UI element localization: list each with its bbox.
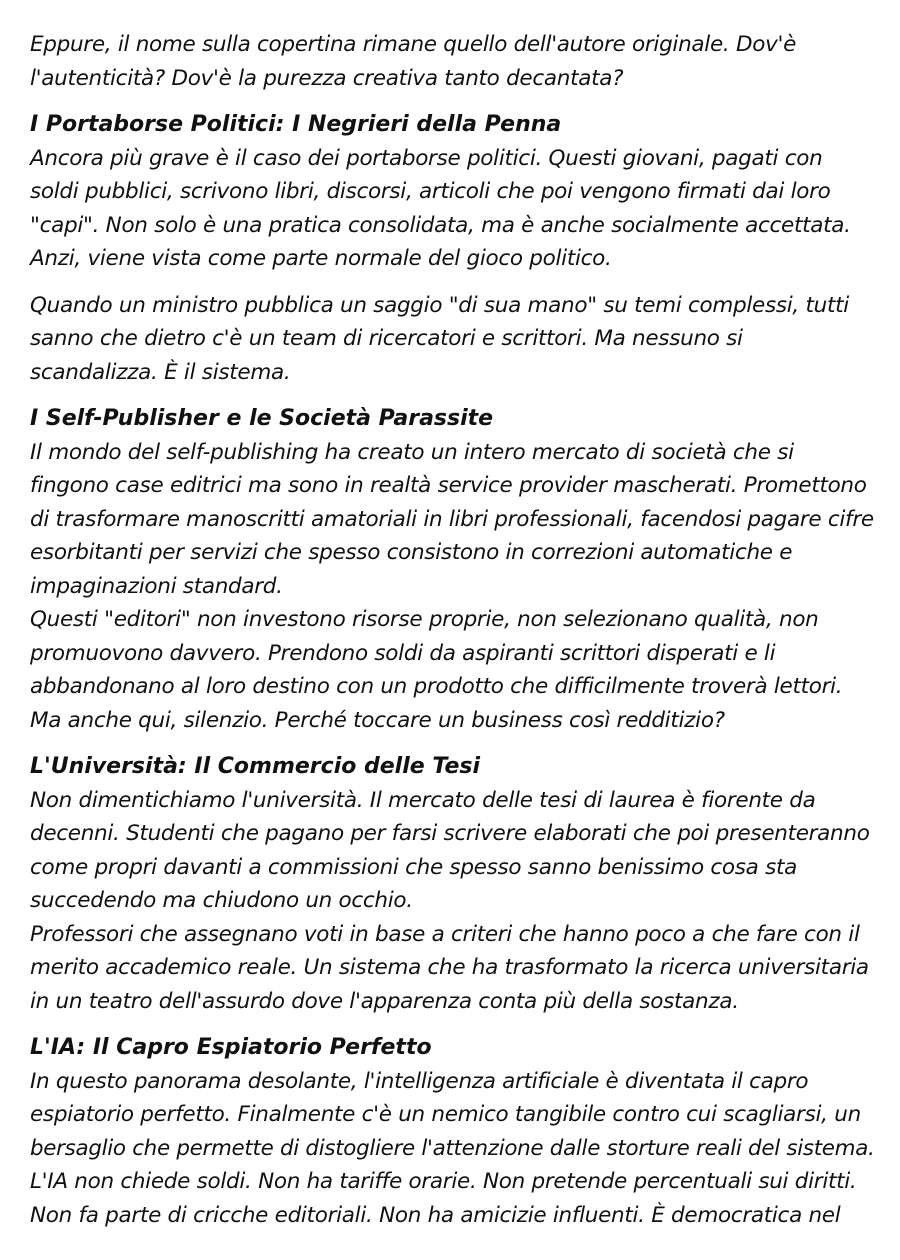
section-paragraph	[30, 142, 870, 276]
text-line: Ma anche qui, silenzio. Perché toccare un business così redditizio?	[30, 707, 725, 733]
text-line: di trasformare manoscritti amatoriali in libri professionali, facendosi pagare cifre	[30, 506, 874, 532]
text-line: merito accademico reale. Un sistema che ha trasformato la ricerca universitaria	[30, 955, 869, 980]
text-line: abbandonano al loro destino con un prodotto che difficilmente troverà lettori.	[30, 674, 843, 699]
text-line: sanno che dietro c'è un team di ricercatori e scrittori. Ma nessuno si	[30, 326, 743, 351]
text-line: promuovono davvero. Prendono soldi da aspiranti scrittori disperati e li	[30, 640, 776, 666]
text-line: in un teatro dell'assurdo dove l'apparenza conta più della sostanza.	[30, 988, 739, 1014]
section-paragraph	[30, 436, 874, 738]
text-line: come propri davanti a commissioni che spesso sanno benissimo cosa sta	[30, 854, 797, 880]
text-line: impaginazioni standard.	[30, 573, 283, 599]
text-line: l'autenticità? Dov'è la purezza creativa tanto decantata?	[30, 65, 624, 91]
text-line: Questi "editori" non investono risorse proprie, non selezionano qualità, non	[30, 607, 819, 632]
text-line: espiatorio perfetto. Finalmente c'è un nemico tangibile contro cui scagliarsi, un	[30, 1102, 861, 1127]
text-line: decenni. Studenti che pagano per farsi scrivere elaborati che poi presenteranno	[30, 821, 870, 846]
text-line: In questo panorama desolante, l'intelligenza artificiale è diventata il capro	[30, 1068, 809, 1094]
text-line: soldi pubblici, scrivono libri, discorsi, articoli che poi vengono firmati dai loro	[30, 179, 831, 204]
text-line: Eppure, il nome sulla copertina rimane quello dell'autore originale. Dov'è	[30, 32, 797, 57]
section-paragraph	[30, 289, 870, 390]
text-line: Quando un ministro pubblica un saggio "di sua mano" su temi complessi, tutti	[30, 292, 849, 318]
section-heading-portaborse: I Portaborse Politici: I Negrieri della Penna	[30, 112, 562, 137]
text-line: scandalizza. È il sistema.	[30, 359, 291, 385]
text-line: Professori che assegnano voti in base a criteri che hanno poco a che fare con il	[30, 921, 860, 947]
text-line: Il mondo del self-publishing ha creato un intero mercato di società che si	[30, 439, 794, 465]
text-line: Non fa parte di cricche editoriali. Non ha amicizie influenti. È democratica nel	[30, 1202, 841, 1228]
text-line: bersaglio che permette di distogliere l'attenzione dalle storture reali del sistema.	[30, 1135, 875, 1161]
text-line: succedendo ma chiudono un occhio.	[30, 888, 413, 913]
text-line: Non dimentichiamo l'università. Il mercato delle tesi di laurea è fiorente da	[30, 787, 816, 813]
text-line: Ancora più grave è il caso dei portaborse politici. Questi giovani, pagati con	[30, 145, 823, 171]
section-heading-universita: L'Università: Il Commercio delle Tesi	[30, 754, 481, 779]
text-line: Anzi, viene vista come parte normale del gioco politico.	[30, 246, 612, 271]
text-line: "capi". Non solo è una pratica consolidata, ma è anche socialmente accettata.	[30, 212, 851, 238]
text-line: fingono case editrici ma sono in realtà service provider mascherati. Promettono	[30, 473, 867, 498]
section-paragraph	[30, 1065, 875, 1233]
text-line: esorbitanti per servizi che spesso consistono in correzioni automatiche e	[30, 540, 793, 565]
section-heading-self-publisher: I Self-Publisher e le Società Parassite	[30, 406, 494, 431]
intro-paragraph	[30, 28, 870, 95]
section-heading-ia: L'IA: Il Capro Espiatorio Perfetto	[30, 1035, 432, 1060]
text-line: L'IA non chiede soldi. Non ha tariffe orarie. Non pretende percentuali sui diritti.	[30, 1169, 857, 1194]
section-paragraph	[30, 784, 870, 1019]
